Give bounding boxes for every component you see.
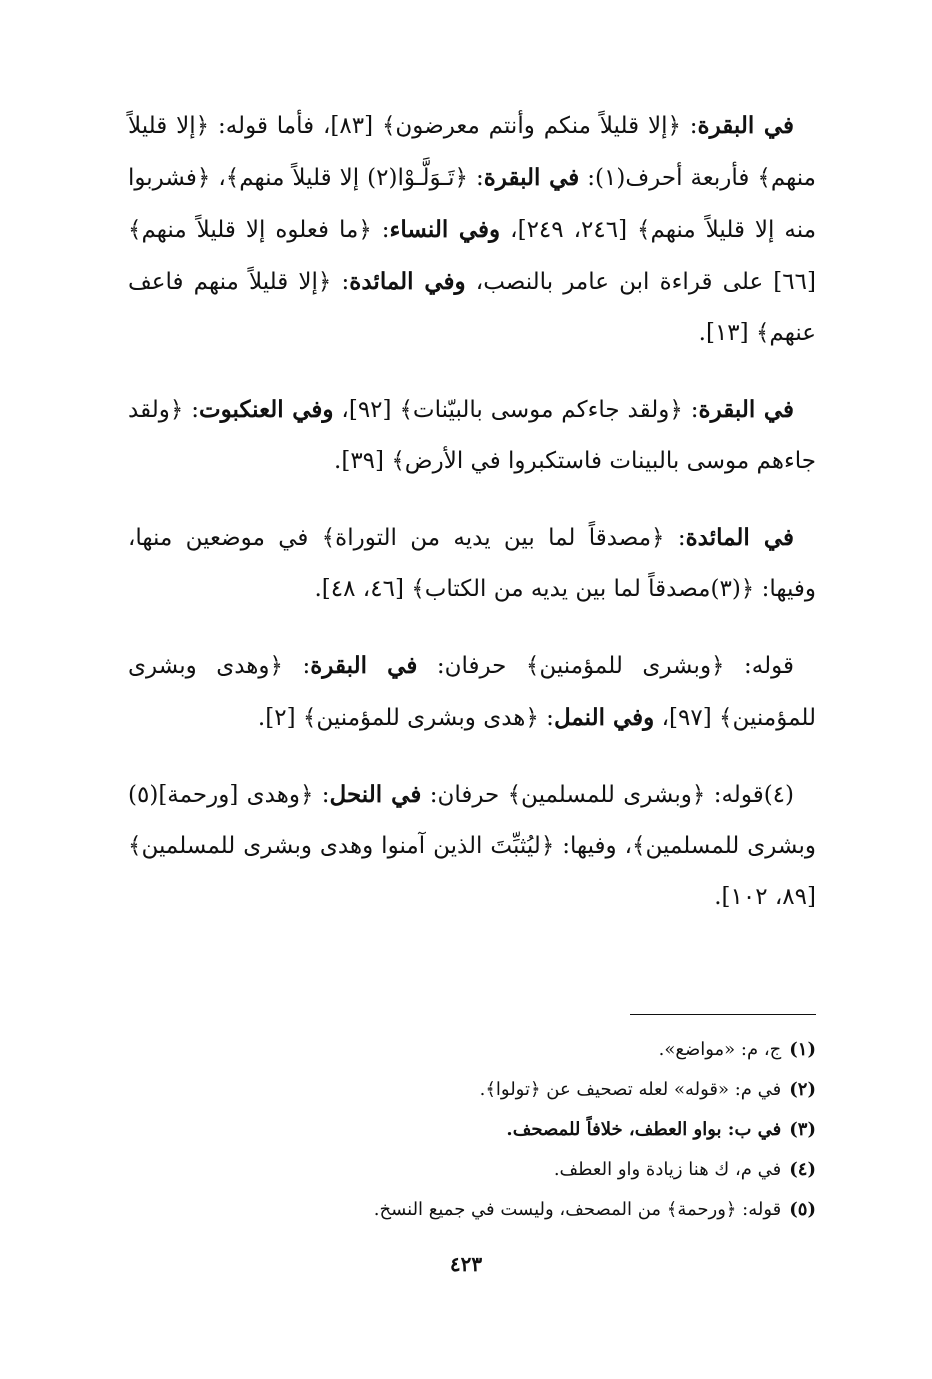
paragraph — [128, 384, 816, 487]
paragraph-text: : ﴿إلا قليلاً منهم فاعف عنهم﴾ [١٣]. — [128, 269, 816, 346]
surah-reference: وفي المائدة — [349, 268, 466, 295]
paragraph — [128, 512, 816, 615]
paragraph-text: : ﴿إلا قليلاً منكم وأنتم معرضون﴾ [٨٣]، فأما قوله: ﴿إلا قليلاً منهم﴾ فأربعة أحرف(١): — [128, 113, 817, 191]
paragraph — [128, 640, 816, 744]
surah-reference: في المائدة — [685, 524, 794, 551]
paragraph — [128, 100, 816, 359]
footnote-text: في م، ك هنا زيادة واو العطف. — [553, 1159, 782, 1180]
footnote — [128, 1110, 816, 1150]
footnote-number: (٢) — [789, 1079, 816, 1100]
page-number: ٤٢٣ — [449, 1252, 483, 1276]
paragraph-text: : ﴿هدى وبشرى للمؤمنين﴾ [٢]. — [257, 705, 554, 731]
surah-reference: في البقرة — [698, 396, 795, 423]
footnote-number: (٣) — [789, 1119, 816, 1140]
surah-reference: وفي العنكبوت — [198, 396, 334, 423]
surah-reference: وفي النمل — [553, 704, 655, 731]
footnote-separator — [630, 1014, 816, 1015]
paragraph — [128, 769, 816, 923]
paragraph-text: : ﴿وهدى [ورحمة](٥) وبشرى للمسلمين﴾، وفيها: ﴿ليُثبِّتَ الذين آمنوا وهدى وبشرى للمسلمين﴾ [٨٩، ١٠٢]. — [128, 782, 816, 910]
footnote-number: (٥) — [789, 1199, 816, 1220]
footnote-number: (٤) — [789, 1159, 816, 1180]
footnotes — [128, 1030, 816, 1230]
paragraph-text: : ﴿ما فعلوه إلا قليلاً منهم﴾ [٦٦] على قراءة ابن عامر بالنصب، — [128, 217, 816, 295]
surah-reference: في البقرة — [310, 652, 418, 679]
footnote-text: في م: «قوله» لعله تصحيف عن ﴿تولوا﴾. — [479, 1079, 782, 1100]
paragraph-text: : ﴿وهدى وبشرى للمؤمنين﴾ [٩٧]، — [128, 653, 816, 731]
paragraph-text: : ﴿ولقد جاءهم موسى بالبينات فاستكبروا في الأرض﴾ [٣٩]. — [128, 397, 816, 474]
footnote-text: ج، م: «مواضع». — [658, 1039, 782, 1060]
paragraph-text: قوله: ﴿وبشرى للمؤمنين﴾ حرفان: — [417, 653, 794, 679]
footnote-text: في ب: بواو العطف، خلافاً للمصحف. — [506, 1119, 782, 1140]
footnote — [128, 1150, 816, 1190]
footnote — [128, 1070, 816, 1110]
footnote — [128, 1190, 816, 1230]
footnote — [128, 1030, 816, 1070]
surah-reference: في البقرة — [483, 164, 580, 191]
paragraph-text: (٤)قوله: ﴿وبشرى للمسلمين﴾ حرفان: — [421, 782, 795, 808]
main-text — [128, 100, 816, 948]
paragraph-text: : ﴿تَـوَلَّـوْا(٢) إلا قليلاً منهم﴾، ﴿فشربوا منه إلا قليلاً منهم﴾ [٢٤٦، ٢٤٩]، — [128, 165, 817, 243]
footnote-number: (١) — [789, 1039, 816, 1060]
footnote-text: قوله: ﴿ورحمة﴾ من المصحف، وليست في جميع النسخ. — [373, 1199, 782, 1220]
surah-reference: في النحل — [329, 781, 422, 808]
paragraph-text: : ﴿ولقد جاءكم موسى بالبيّنات﴾ [٩٢]، — [333, 397, 699, 423]
paragraph-text: : ﴿مصدقاً لما بين يديه من التوراة﴾ في موضعين منها، وفيها: ﴿(٣)مصدقاً لما بين يديه من الكتاب﴾ [٤٦، ٤٨]. — [128, 525, 816, 602]
surah-reference: وفي النساء — [389, 216, 501, 243]
surah-reference: في البقرة — [697, 112, 794, 139]
